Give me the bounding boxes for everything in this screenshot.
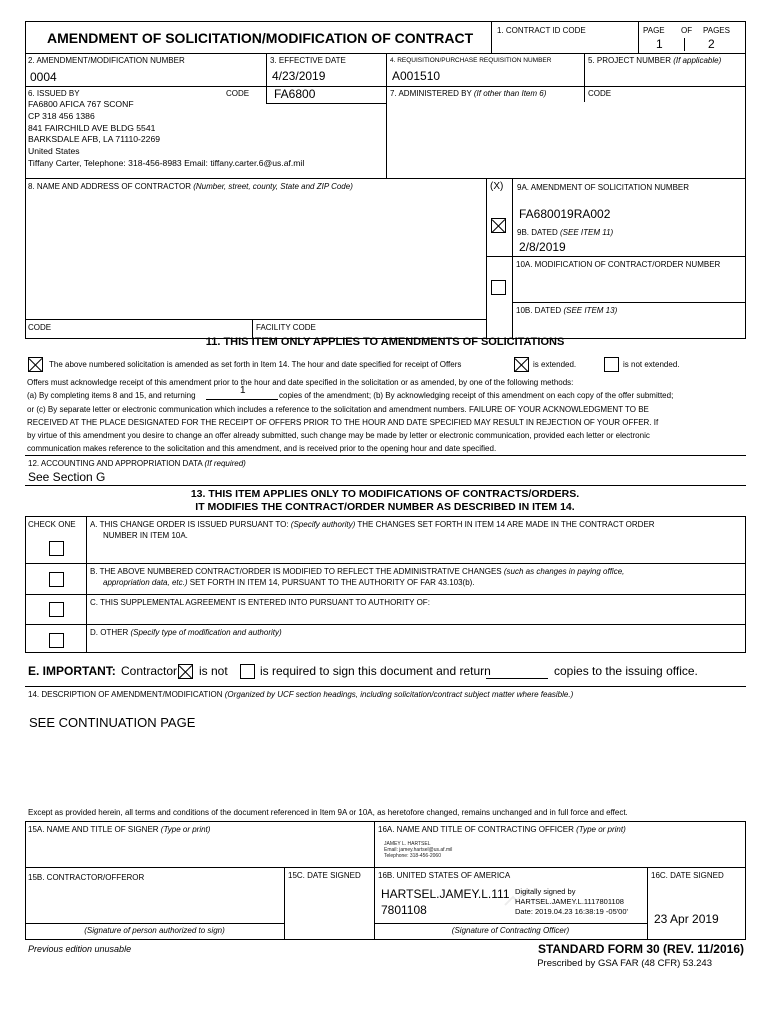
option-b-italic-2: appropriation data, etc.) [103,578,188,587]
signature-name-2: 7801108 [381,903,427,917]
copies-underline [206,399,278,400]
contractor-label: 8. NAME AND ADDRESS OF CONTRACTOR [28,182,191,191]
issued-line: 841 FAIRCHILD AVE BLDG 5541 [28,122,156,133]
rule-10a-top [486,256,746,257]
rule-v-sig-mid [374,821,375,939]
issued-code-label: CODE [226,89,250,98]
modification-checkbox[interactable] [491,280,506,295]
requisition-label: 4. REQUISITION/PURCHASE REQUISITION NUMBER [390,57,552,64]
offers-line-2b: copies of the amendment; (b) By acknowledging receipt of this amendment on each copy of the offer submitted; [279,391,674,400]
rule-v-x2 [512,178,513,338]
rule-v-code7 [584,86,585,102]
copies-value: 1 [240,385,246,396]
description-label: 14. DESCRIPTION OF AMENDMENT/MODIFICATION [28,690,223,699]
rule-right-13 [745,516,746,652]
rule-13b-top [25,563,746,564]
contracting-officer-suffix: (Type or print) [576,825,626,834]
effective-date-value: 4/23/2019 [272,69,326,83]
except-text: Except as provided herein, all terms and conditions of the document referenced in Item 9A or 10A, as heretofore changed, remains unchanged and in full force and effect. [28,808,628,817]
rule-10b-top [512,302,746,303]
standard-form-label: STANDARD FORM 30 (REV. 11/2016) [537,942,744,956]
rule-sig-top [25,821,746,822]
rule-left-sig [25,821,26,939]
copies-return-underline [486,678,548,679]
option-b-text-2: SET FORTH IN ITEM 14, PURSUANT TO THE AUTHORITY OF FAR 43.103(b). [189,578,475,587]
dated-9b-label: 9B. DATED [517,228,558,237]
option-a-authority: (Specify authority) [290,520,356,529]
rule-code8-top [25,319,486,320]
contractor-code-label: CODE [28,323,52,332]
digital-signed-line-3: Date: 2019.04.23 16:38:19 -05'00' [515,907,628,916]
is-not-label: is not [199,664,228,678]
united-states-label: 16B. UNITED STATES OF AMERICA [378,871,511,880]
page-label: PAGE [643,26,665,35]
facility-code-label: FACILITY CODE [256,323,316,332]
administered-by-suffix: (If other than Item 6) [473,89,547,98]
issued-by-address [28,99,304,170]
issued-line: United States [28,146,80,157]
contract-id-label: 1. CONTRACT ID CODE [497,26,586,35]
rule-v-checkone [86,516,87,652]
offers-line-2a: (a) By completing items 8 and 15, and returning [27,391,196,400]
offers-line-4: RECEIVED AT THE PLACE DESIGNATED FOR THE RECEIPT OF OFFERS PRIOR TO THE HOUR AND DATE SPECIFIED MAY RESULT IN REJECTION OF YOUR OFFER. If [27,418,659,427]
important-label: E. IMPORTANT: [28,664,116,678]
rule-v-proj [584,53,585,86]
signer-label: 15A. NAME AND TITLE OF SIGNER [28,825,159,834]
offers-line-3: or (c) By separate letter or electronic communication which includes a reference to the solicitation and amendment numbers. FAILURE OF YOUR ACKNOWLEDGMENT TO BE [27,405,649,414]
rule-right-sig [745,821,746,939]
rule-item14-top [25,686,746,687]
important-contractor: Contractor [121,664,178,678]
rule-13d-top [25,624,746,625]
officer-signature-line [374,923,647,924]
rule-item12-top [25,455,746,456]
accounting-suffix: (If required) [204,459,246,468]
rule-13-bottom [25,652,746,653]
administered-code-label: CODE [588,89,612,98]
date-signed-value: 23 Apr 2019 [654,912,719,926]
rule-right-top [745,21,746,338]
copies-issuing-label: copies to the issuing office. [554,664,698,678]
rule-sig-bottom [25,939,746,940]
signature-name-1: HARTSEL.JAMEY.L.111 [381,887,510,901]
rule-row6-top [25,86,746,87]
signer-suffix: (Type or print) [160,825,211,834]
project-number-suffix: (If applicable) [673,56,722,65]
issued-line: Tiffany Carter, Telephone: 318-456-8983 Email: tiffany.carter.6@us.af.mil [28,157,305,168]
contractor-suffix: (Number, street, county, State and ZIP Code) [193,182,353,191]
item11-heading: 11. THIS ITEM ONLY APPLIES TO AMENDMENTS OF SOLICITATIONS [205,336,565,348]
contractor-signature-line [25,923,284,924]
rule-v-req [386,53,387,178]
accounting-value: See Section G [28,470,106,484]
option-b-text-1: B. THE ABOVE NUMBERED CONTRACT/ORDER IS MODIFIED TO REFLECT THE ADMINISTRATIVE CHANGES [90,567,502,576]
effective-date-label: 3. EFFECTIVE DATE [270,56,346,65]
solicitation-amended-text: The above numbered solicitation is amended as set forth in Item 14. The hour and date specified for receipt of Offers [49,360,462,369]
dated-10b-suffix: (SEE ITEM 13) [563,306,618,315]
not-extended-checkbox[interactable] [604,357,619,372]
contractor-offeror-label: 15B. CONTRACTOR/OFFEROR [28,873,145,882]
issued-line: FA6800 AFICA 767 SCONF [28,99,134,109]
pages-value: 2 [708,37,715,51]
option-d-text: D. OTHER [90,628,129,637]
description-suffix: (Organized by UCF section headings, including solicitation/contract subject matter where feasible.) [224,690,574,699]
contracting-officer-label: 16A. NAME AND TITLE OF CONTRACTING OFFICER [378,825,574,834]
is-not-checkbox[interactable] [178,664,193,679]
rule-v-16c [647,867,648,939]
option-d-checkbox[interactable] [49,633,64,648]
pages-label: PAGES [703,26,730,35]
rule-v-contract [491,21,492,53]
officer-email: Email: jamey.hartsel@us.af.mil [384,847,453,853]
rule-checkone-top [25,516,746,517]
offers-line-6: communication makes reference to the solicitation and this amendment, and is received prior to the opening hour and date specified. [27,444,497,453]
date-signed-15c-label: 15C. DATE SIGNED [288,871,361,880]
solicitation-amended-checkbox[interactable] [28,357,43,372]
solicitation-number-label: 9A. AMENDMENT OF SOLICITATION NUMBER [517,183,690,192]
item13-heading-2: IT MODIFIES THE CONTRACT/ORDER NUMBER AS DESCRIBED IN ITEM 14. [195,501,575,513]
option-c-checkbox[interactable] [49,602,64,617]
rule-item13-top [25,485,746,486]
rule-v-eff [266,53,267,86]
signature-officer-caption: (Signature of Contracting Officer) [451,926,570,935]
rule-left-13 [25,516,26,652]
solicitation-number-value: FA680019RA002 [519,207,611,221]
dated-9b-suffix: (SEE ITEM 11) [559,228,614,237]
option-a-text-2: THE CHANGES SET FORTH IN ITEM 14 ARE MADE IN THE CONTRACT ORDER [357,520,655,529]
administered-by-label: 7. ADMINISTERED BY [390,89,472,98]
rule-v-x1 [486,178,487,338]
dated-10b-label: 10B. DATED [516,306,562,315]
check-one-label: CHECK ONE [28,520,76,529]
officer-phone: Telephone: 318-456-2060 [384,853,441,859]
option-a-text-1: A. THIS CHANGE ORDER IS ISSUED PURSUANT TO: [90,520,289,529]
option-a-checkbox[interactable] [49,541,64,556]
issued-by-label: 6. ISSUED BY [28,89,80,98]
rule-left-top [25,21,26,338]
rule-row8-top [25,178,746,179]
x-mark-label: (X) [490,181,504,192]
project-number-label: 5. PROJECT NUMBER [588,56,671,65]
description-value: SEE CONTINUATION PAGE [29,715,196,730]
prescribed-by: Prescribed by GSA FAR (48 CFR) 53.243 [537,958,712,969]
issued-code-value: FA6800 [274,87,316,101]
rule-15b-top [25,867,746,868]
is-required-checkbox[interactable] [240,664,255,679]
amendment-number-label: 2. AMENDMENT/MODIFICATION NUMBER [28,56,185,65]
page-value: 1 [656,37,663,51]
accounting-label: 12. ACCOUNTING AND APPROPRIATION DATA [28,459,203,468]
amendment-number-value: 0004 [30,70,57,84]
option-b-checkbox[interactable] [49,572,64,587]
extended-checkbox[interactable] [514,357,529,372]
modification-number-label: 10A. MODIFICATION OF CONTRACT/ORDER NUMBER [516,260,721,269]
option-d-italic: (Specify type of modification and authority) [130,628,282,637]
issued-line: BARKSDALE AFB, LA 71110-2269 [28,134,161,145]
requisition-value: A001510 [392,69,441,83]
rule-13c-top [25,594,746,595]
is-required-label: is required to sign this document and return [260,664,491,678]
not-extended-label: is not extended. [623,360,680,369]
option-b-italic-1: (such as changes in paying office, [503,567,625,576]
page-of-divider [684,38,685,51]
dated-9b-value: 2/8/2019 [519,240,566,254]
digital-signed-line-2: HARTSEL.JAMEY.L.1117801108 [515,897,624,906]
previous-edition: Previous edition unusable [28,944,132,954]
issued-line: CP 318 456 1386 [28,110,95,121]
option-a-text-3: NUMBER IN ITEM 10A. [103,531,188,540]
date-signed-16c-label: 16C. DATE SIGNED [651,871,724,880]
form-title: AMENDMENT OF SOLICITATION/MODIFICATION OF CONTRACT [47,30,474,46]
signature-person-caption: (Signature of person authorized to sign) [84,926,225,935]
rule-v-page [638,21,639,53]
option-c-text: C. THIS SUPPLEMENTAL AGREEMENT IS ENTERED INTO PURSUANT TO AUTHORITY OF: [90,598,430,607]
digital-signed-line-1: Digitally signed by [515,887,576,896]
rule-v-15c [284,867,285,939]
of-label: OF [681,26,693,35]
extended-label: is extended. [533,360,577,369]
solicitation-checkbox[interactable] [491,218,506,233]
offers-line-1: Offers must acknowledge receipt of this amendment prior to the hour and date specified in the solicitation or as amended, by one of the following methods: [27,378,574,387]
offers-line-5: by virtue of this amendment you desire to change an offer already submitted, such change may be made by letter or electronic communication, provided each letter or electronic [27,431,650,440]
officer-name: JAMEY L. HARTSEL [384,841,431,847]
item13-heading-1: 13. THIS ITEM APPLIES ONLY TO MODIFICATIONS OF CONTRACTS/ORDERS. [190,488,580,500]
